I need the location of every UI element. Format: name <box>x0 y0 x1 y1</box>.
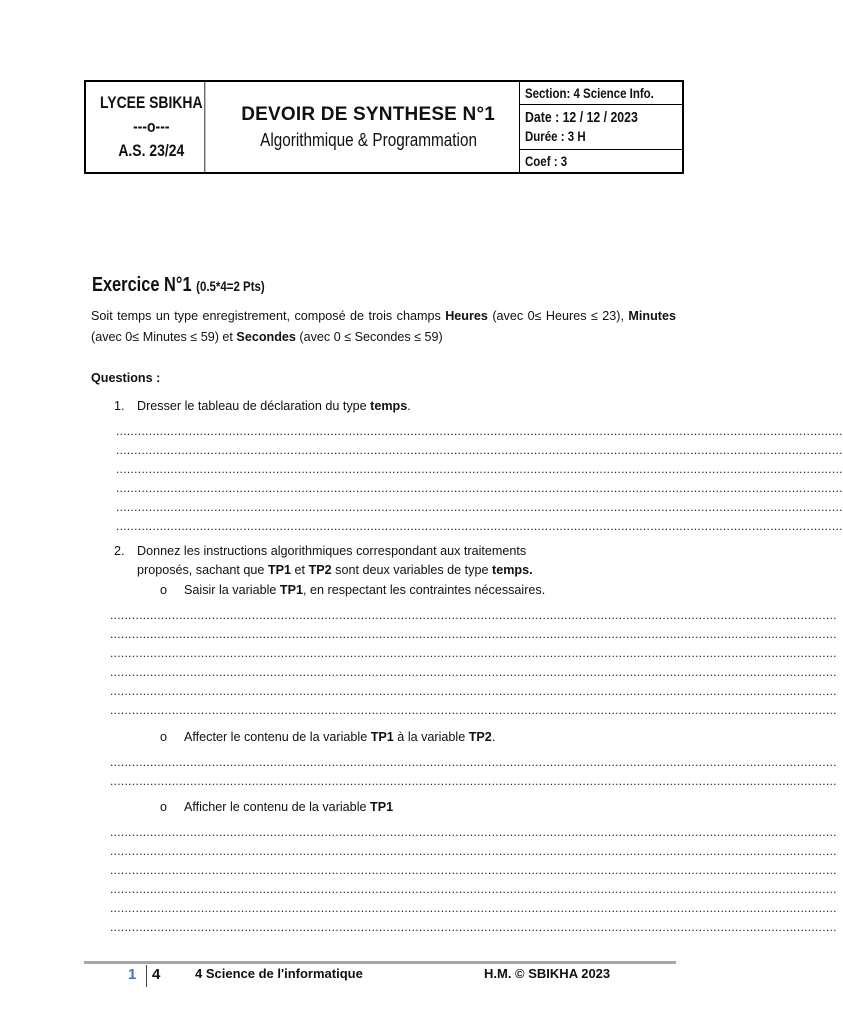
date-duration-cell <box>520 105 682 150</box>
answer-line[interactable]: ........................................................................................................................................................................................................ <box>116 519 843 533</box>
answer-line[interactable]: ........................................................................................................................................................................................................ <box>110 703 837 717</box>
answer-line[interactable]: ........................................................................................................................................................................................................ <box>110 825 837 839</box>
sub-question-3 <box>184 798 393 817</box>
question-1-keyword: temps <box>370 399 408 413</box>
q2-tp2: TP2 <box>308 563 332 577</box>
q2-temps: temps. <box>492 563 533 577</box>
sub1-text-a: Saisir la variable <box>184 583 280 597</box>
answer-line[interactable]: ........................................................................................................................................................................................................ <box>116 424 843 438</box>
sub2-text-e: . <box>491 730 496 744</box>
sub1-text-c: , en respectant les contraintes nécessaires. <box>303 583 546 597</box>
sub3-text-a: Afficher le contenu de la variable <box>184 800 370 814</box>
answer-line[interactable]: ........................................................................................................................................................................................................ <box>110 627 837 641</box>
sub-question-1 <box>184 581 545 600</box>
title-cell <box>217 82 519 172</box>
question-1 <box>137 397 411 416</box>
exam-subject: Algorithmique & Programmation <box>259 129 477 150</box>
school-separator: ---o--- <box>133 117 170 136</box>
answer-line[interactable]: ........................................................................................................................................................................................................ <box>110 863 837 877</box>
footer-copyright: H.M. © SBIKHA 2023 <box>484 966 611 981</box>
school-name: LYCEE SBIKHA <box>100 93 203 112</box>
answer-line[interactable]: ........................................................................................................................................................................................................ <box>110 774 837 788</box>
statement-keyword: Minutes <box>628 309 676 323</box>
date-text: Date : 12 / 12 / 2023 <box>524 109 638 126</box>
sub-bullet-icon: o <box>160 800 168 814</box>
statement-text: (avec 0≤ Minutes ≤ 59) et <box>91 330 237 344</box>
answer-line[interactable]: ........................................................................................................................................................................................................ <box>116 462 843 476</box>
statement-text: Soit temps un type enregistrement, composé de trois champs <box>91 309 446 323</box>
question-2-line-1: Donnez les instructions algorithmiques correspondant aux traitements <box>137 544 527 558</box>
q2-text-b: et <box>291 563 309 577</box>
footer-separator <box>146 965 147 987</box>
statement-text: (avec 0 ≤ Secondes ≤ 59) <box>295 330 443 344</box>
sub1-tp1: TP1 <box>279 583 304 597</box>
answer-line[interactable]: ........................................................................................................................................................................................................ <box>110 608 837 622</box>
coef-cell <box>520 150 682 172</box>
answer-line[interactable]: ........................................................................................................................................................................................................ <box>110 646 837 660</box>
answer-line[interactable]: ........................................................................................................................................................................................................ <box>116 500 843 514</box>
question-1-number: 1. <box>114 399 125 413</box>
statement-text: (avec 0≤ Heures ≤ 23), <box>487 309 629 323</box>
sub-bullet-icon: o <box>160 730 168 744</box>
question-1-end: . <box>407 399 411 413</box>
footer-total-pages: 4 <box>152 966 161 983</box>
statement-keyword: Secondes <box>236 330 296 344</box>
sub-question-2 <box>184 728 495 747</box>
answer-line[interactable]: ........................................................................................................................................................................................................ <box>110 665 837 679</box>
exercise-statement <box>91 306 676 348</box>
duration-text: Durée : 3 H <box>524 128 586 144</box>
q2-text-a: proposés, sachant que <box>137 563 268 577</box>
school-cell <box>98 82 206 172</box>
question-2-line-2 <box>137 561 533 580</box>
q2-tp1: TP1 <box>267 563 292 577</box>
sub2-tp2: TP2 <box>468 730 492 744</box>
exercise-points: (0.5*4=2 Pts) <box>196 278 265 294</box>
sub2-tp1: TP1 <box>370 730 394 744</box>
answer-line[interactable]: ........................................................................................................................................................................................................ <box>110 684 837 698</box>
question-2-number: 2. <box>114 544 125 558</box>
questions-label: Questions : <box>91 371 161 385</box>
info-cell <box>520 82 682 172</box>
school-year: A.S. 23/24 <box>118 141 185 160</box>
footer-divider <box>84 961 676 964</box>
footer-class: 4 Science de l'informatique <box>195 966 363 981</box>
q2-text-c: sont deux variables de type <box>331 563 492 577</box>
header-table <box>84 80 684 174</box>
answer-line[interactable]: ........................................................................................................................................................................................................ <box>110 920 837 934</box>
question-1-text: Dresser le tableau de déclaration du type <box>137 399 371 413</box>
answer-line[interactable]: ........................................................................................................................................................................................................ <box>110 901 837 915</box>
exercise-title-text: Exercice N°1 <box>92 274 192 296</box>
answer-line[interactable]: ........................................................................................................................................................................................................ <box>116 443 843 457</box>
answer-line[interactable]: ........................................................................................................................................................................................................ <box>116 481 843 495</box>
sub-bullet-icon: o <box>160 583 168 597</box>
coef-text: Coef : 3 <box>524 153 567 169</box>
footer-page-number: 1 <box>128 966 137 983</box>
section-cell <box>520 82 682 105</box>
answer-line[interactable]: ........................................................................................................................................................................................................ <box>110 882 837 896</box>
sub3-tp1: TP1 <box>370 800 394 814</box>
section-text: Section: 4 Science Info. <box>524 85 654 101</box>
answer-line[interactable]: ........................................................................................................................................................................................................ <box>110 844 837 858</box>
sub2-text-c: à la variable <box>393 730 469 744</box>
exam-title: DEVOIR DE SYNTHESE N°1 <box>241 103 496 125</box>
sub2-text-a: Affecter le contenu de la variable <box>184 730 371 744</box>
answer-line[interactable]: ........................................................................................................................................................................................................ <box>110 755 837 769</box>
statement-keyword: Heures <box>445 309 488 323</box>
exercise-title <box>92 274 265 297</box>
